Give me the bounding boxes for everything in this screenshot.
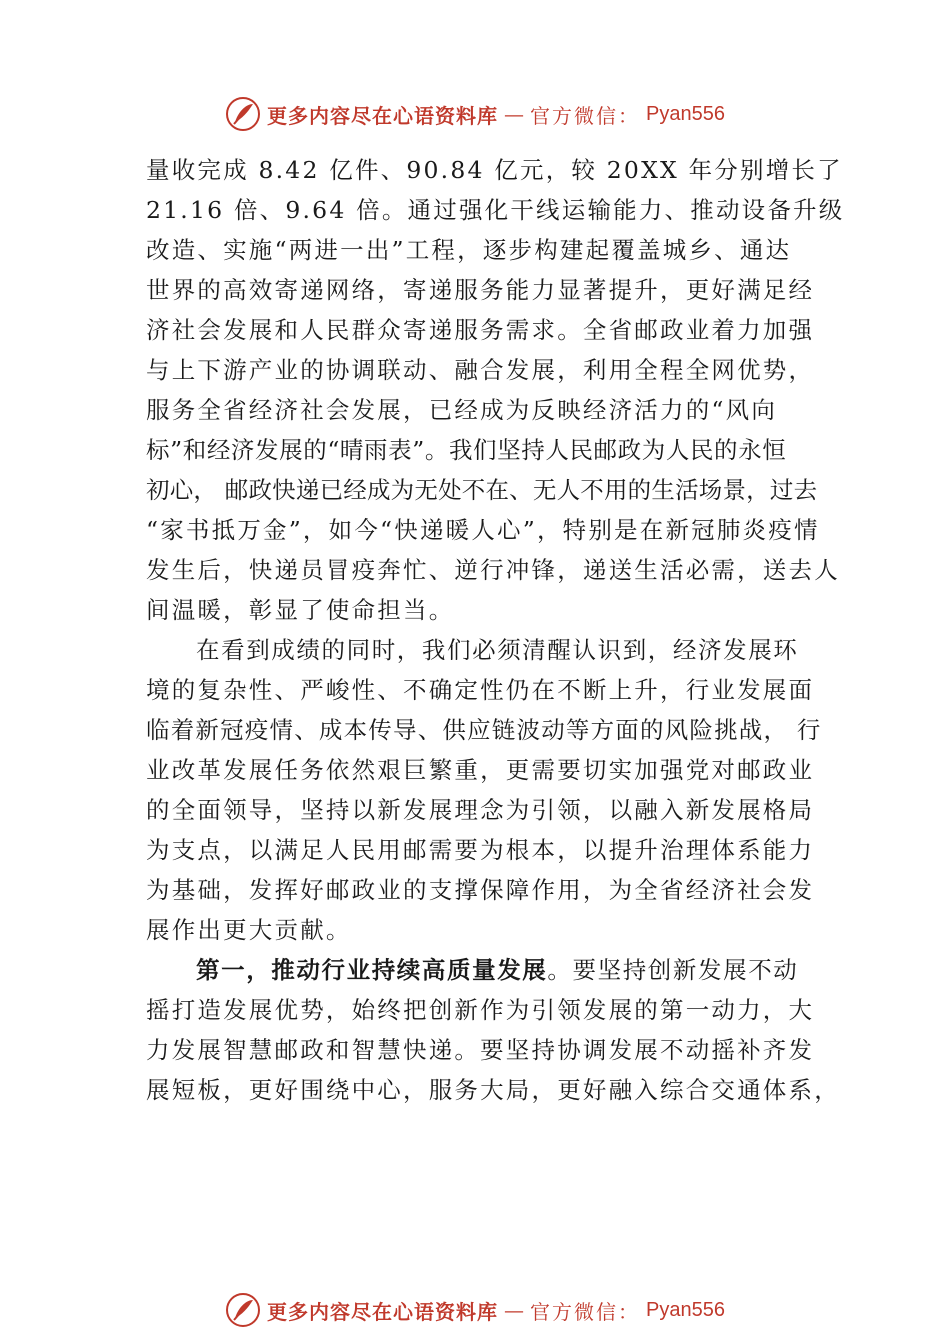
text-line: “家书抵万金”，如今“快递暖人心”，特别是在新冠肺炎疫情 bbox=[146, 516, 820, 544]
text-line: 发生后，快递员冒疫奔忙、逆行冲锋，递送生活必需，送去人 bbox=[146, 556, 840, 584]
text-line: 临着新冠疫情、成本传导、供应链波动等方面的风险挑战， 行 bbox=[146, 716, 822, 744]
wechat-id: Pyan556 bbox=[646, 1298, 725, 1321]
text-line: 21.16 倍、9.64 倍。通过强化干线运输能力、推动设备升级 bbox=[146, 196, 845, 224]
text-line: 力发展智慧邮政和智慧快递。要坚持协调发展不动摇补齐发 bbox=[146, 1036, 815, 1064]
banner-separator: — bbox=[504, 1298, 525, 1322]
text-line: 展短板，更好围绕中心，服务大局，更好融入综合交通体系， bbox=[146, 1076, 840, 1104]
text-line: 为基础，发挥好邮政业的支撑保障作用，为全省经济社会发 bbox=[146, 876, 815, 904]
text-line: 境的复杂性、严峻性、不确定性仍在不断上升，行业发展面 bbox=[146, 676, 815, 704]
wechat-label: 官方微信： bbox=[530, 1299, 641, 1324]
wechat-id: Pyan556 bbox=[646, 102, 725, 125]
footer-banner bbox=[0, 1290, 950, 1330]
promo-text: 更多内容尽在心语资料库 bbox=[267, 103, 499, 128]
promo-text: 更多内容尽在心语资料库 bbox=[267, 1299, 499, 1324]
text-line: 在看到成绩的同时，我们必须清醒认识到，经济发展环 bbox=[196, 636, 799, 664]
text-line: 服务全省经济社会发展，已经成为反映经济活力的“风向 bbox=[146, 396, 778, 424]
paragraph-2 bbox=[146, 630, 826, 950]
text-line: 与上下游产业的协调联动、融合发展，利用全程全网优势， bbox=[146, 356, 815, 384]
text-span: 。要坚持创新发展不动 bbox=[547, 956, 799, 984]
header-banner bbox=[0, 94, 950, 134]
text-line: 量收完成 8.42 亿件、90.84 亿元，较 20XX 年分别增长了 bbox=[146, 156, 843, 184]
section-heading: 第一，推动行业持续高质量发展 bbox=[196, 956, 548, 984]
text-line: 的全面领导，坚持以新发展理念为引领，以融入新发展格局 bbox=[146, 796, 815, 824]
text-line: 改造、实施“两进一出”工程，逐步构建起覆盖城乡、通达 bbox=[146, 236, 792, 264]
text-line bbox=[146, 950, 826, 990]
text-line: 摇打造发展优势，始终把创新作为引领发展的第一动力，大 bbox=[146, 996, 815, 1024]
quill-logo-icon bbox=[225, 96, 261, 132]
text-line: 初心， 邮政快递已经成为无处不在、无人不用的生活场景，过去 bbox=[146, 476, 818, 504]
paragraph-1 bbox=[146, 150, 845, 630]
paragraph-3 bbox=[146, 950, 840, 1110]
quill-logo-icon bbox=[225, 1292, 261, 1328]
banner-separator: — bbox=[504, 102, 525, 126]
text-line: 为支点，以满足人民用邮需要为根本，以提升治理体系能力 bbox=[146, 836, 815, 864]
text-line: 间温暖，彰显了使命担当。 bbox=[146, 596, 455, 624]
text-line: 标”和经济发展的“晴雨表”。我们坚持人民邮政为人民的永恒 bbox=[146, 436, 787, 464]
text-line: 展作出更大贡献。 bbox=[146, 916, 352, 944]
text-line: 济社会发展和人民群众寄递服务需求。全省邮政业着力加强 bbox=[146, 316, 815, 344]
document-body bbox=[146, 150, 845, 1110]
text-line: 世界的高效寄递网络，寄递服务能力显著提升，更好满足经 bbox=[146, 276, 815, 304]
wechat-label: 官方微信： bbox=[530, 103, 641, 128]
text-line: 业改革发展任务依然艰巨繁重，更需要切实加强党对邮政业 bbox=[146, 756, 815, 784]
